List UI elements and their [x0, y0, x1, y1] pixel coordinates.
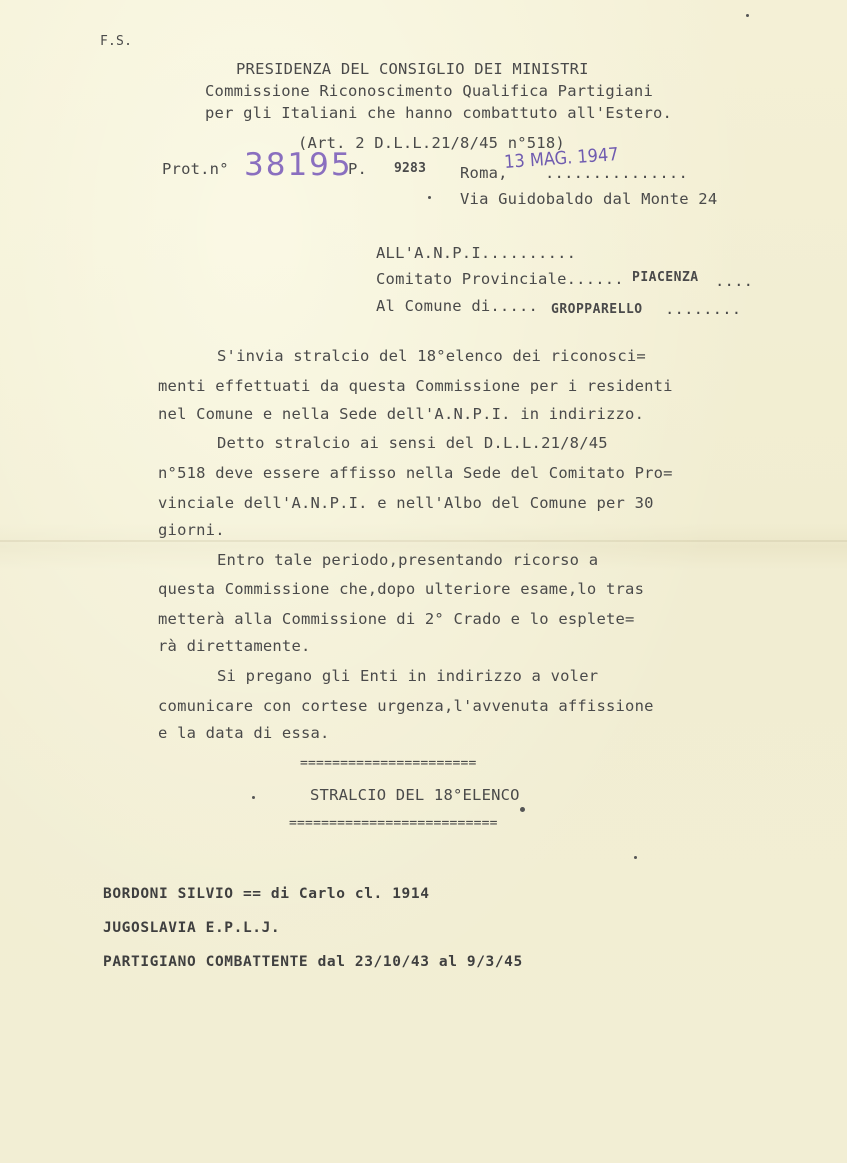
office-address: Via Guidobaldo dal Monte 24 [460, 190, 718, 208]
extract-rule-top: ====================== [300, 756, 477, 771]
recipient-municipality-tail: ........ [665, 300, 742, 318]
body-paragraph-2-line-2: n°518 deve essere affisso nella Sede del Comitato Pro= [158, 464, 673, 482]
body-paragraph-2-line-4: giorni. [158, 521, 225, 539]
paper-speck [428, 196, 431, 199]
body-paragraph-1-line-1: S'invia stralcio del 18°elenco dei riconosci= [217, 347, 646, 365]
entry-unit: JUGOSLAVIA E.P.L.J. [103, 920, 281, 936]
protocol-suffix: P. [348, 160, 368, 178]
paper-speck [634, 856, 637, 859]
body-paragraph-4-line-3: e la data di essa. [158, 724, 330, 742]
paper-speck [252, 796, 255, 799]
recipient-committee-value: PIACENZA [632, 270, 699, 285]
entry-qualification: PARTIGIANO COMBATTENTE dal 23/10/43 al 9/3/45 [103, 954, 523, 970]
paper-fold [0, 540, 847, 542]
body-paragraph-2-line-3: vinciale dell'A.N.P.I. e nell'Albo del Comune per 30 [158, 494, 654, 512]
recipient-committee-label: Comitato Provinciale...... [376, 270, 624, 288]
protocol-number-stamp: 38195 [244, 147, 353, 183]
body-paragraph-3-line-2: questa Commissione che,dopo ulteriore esame,lo tras [158, 580, 645, 598]
body-paragraph-1-line-2: menti effettuati da questa Commissione per i residenti [158, 377, 673, 395]
protocol-secondary-number: 9283 [394, 161, 427, 176]
recipient-anpi: ALL'A.N.P.I.......... [376, 244, 577, 262]
paper-speck [746, 14, 749, 17]
date-stamp: 13 MAG. 1947 [503, 144, 620, 173]
place-label: Roma, [460, 164, 508, 182]
body-paragraph-3-line-1: Entro tale periodo,presentando ricorso a [217, 551, 599, 569]
recipient-municipality-value: GROPPARELLO [551, 302, 643, 317]
recipient-committee-tail: .... [715, 272, 754, 290]
office-title: PRESIDENZA DEL CONSIGLIO DEI MINISTRI [236, 60, 589, 78]
law-reference: (Art. 2 D.L.L.21/8/45 n°518) [298, 134, 565, 152]
body-paragraph-4-line-2: comunicare con cortese urgenza,l'avvenuta affissione [158, 697, 654, 715]
entry-name: BORDONI SILVIO == di Carlo cl. 1914 [103, 886, 430, 902]
office-subtitle-2: per gli Italiani che hanno combattuto all'Estero. [205, 104, 673, 122]
office-subtitle-1: Commissione Riconoscimento Qualifica Partigiani [205, 82, 653, 100]
extract-title: STRALCIO DEL 18°ELENCO [310, 786, 520, 804]
place-dots: ............... [545, 164, 688, 182]
recipient-municipality-label: Al Comune di..... [376, 297, 539, 315]
protocol-label: Prot.n° [162, 160, 229, 178]
body-paragraph-3-line-3: metterà alla Commissione di 2° Crado e lo esplete= [158, 610, 635, 628]
body-paragraph-4-line-1: Si pregano gli Enti in indirizzo a voler [217, 667, 599, 685]
paper-speck [520, 807, 525, 812]
body-paragraph-3-line-4: rà direttamente. [158, 637, 311, 655]
initials: F.S. [100, 34, 133, 49]
extract-rule-bottom: ========================== [289, 816, 498, 831]
body-paragraph-1-line-3: nel Comune e nella Sede dell'A.N.P.I. in indirizzo. [158, 405, 645, 423]
body-paragraph-2-line-1: Detto stralcio ai sensi del D.L.L.21/8/45 [217, 434, 608, 452]
